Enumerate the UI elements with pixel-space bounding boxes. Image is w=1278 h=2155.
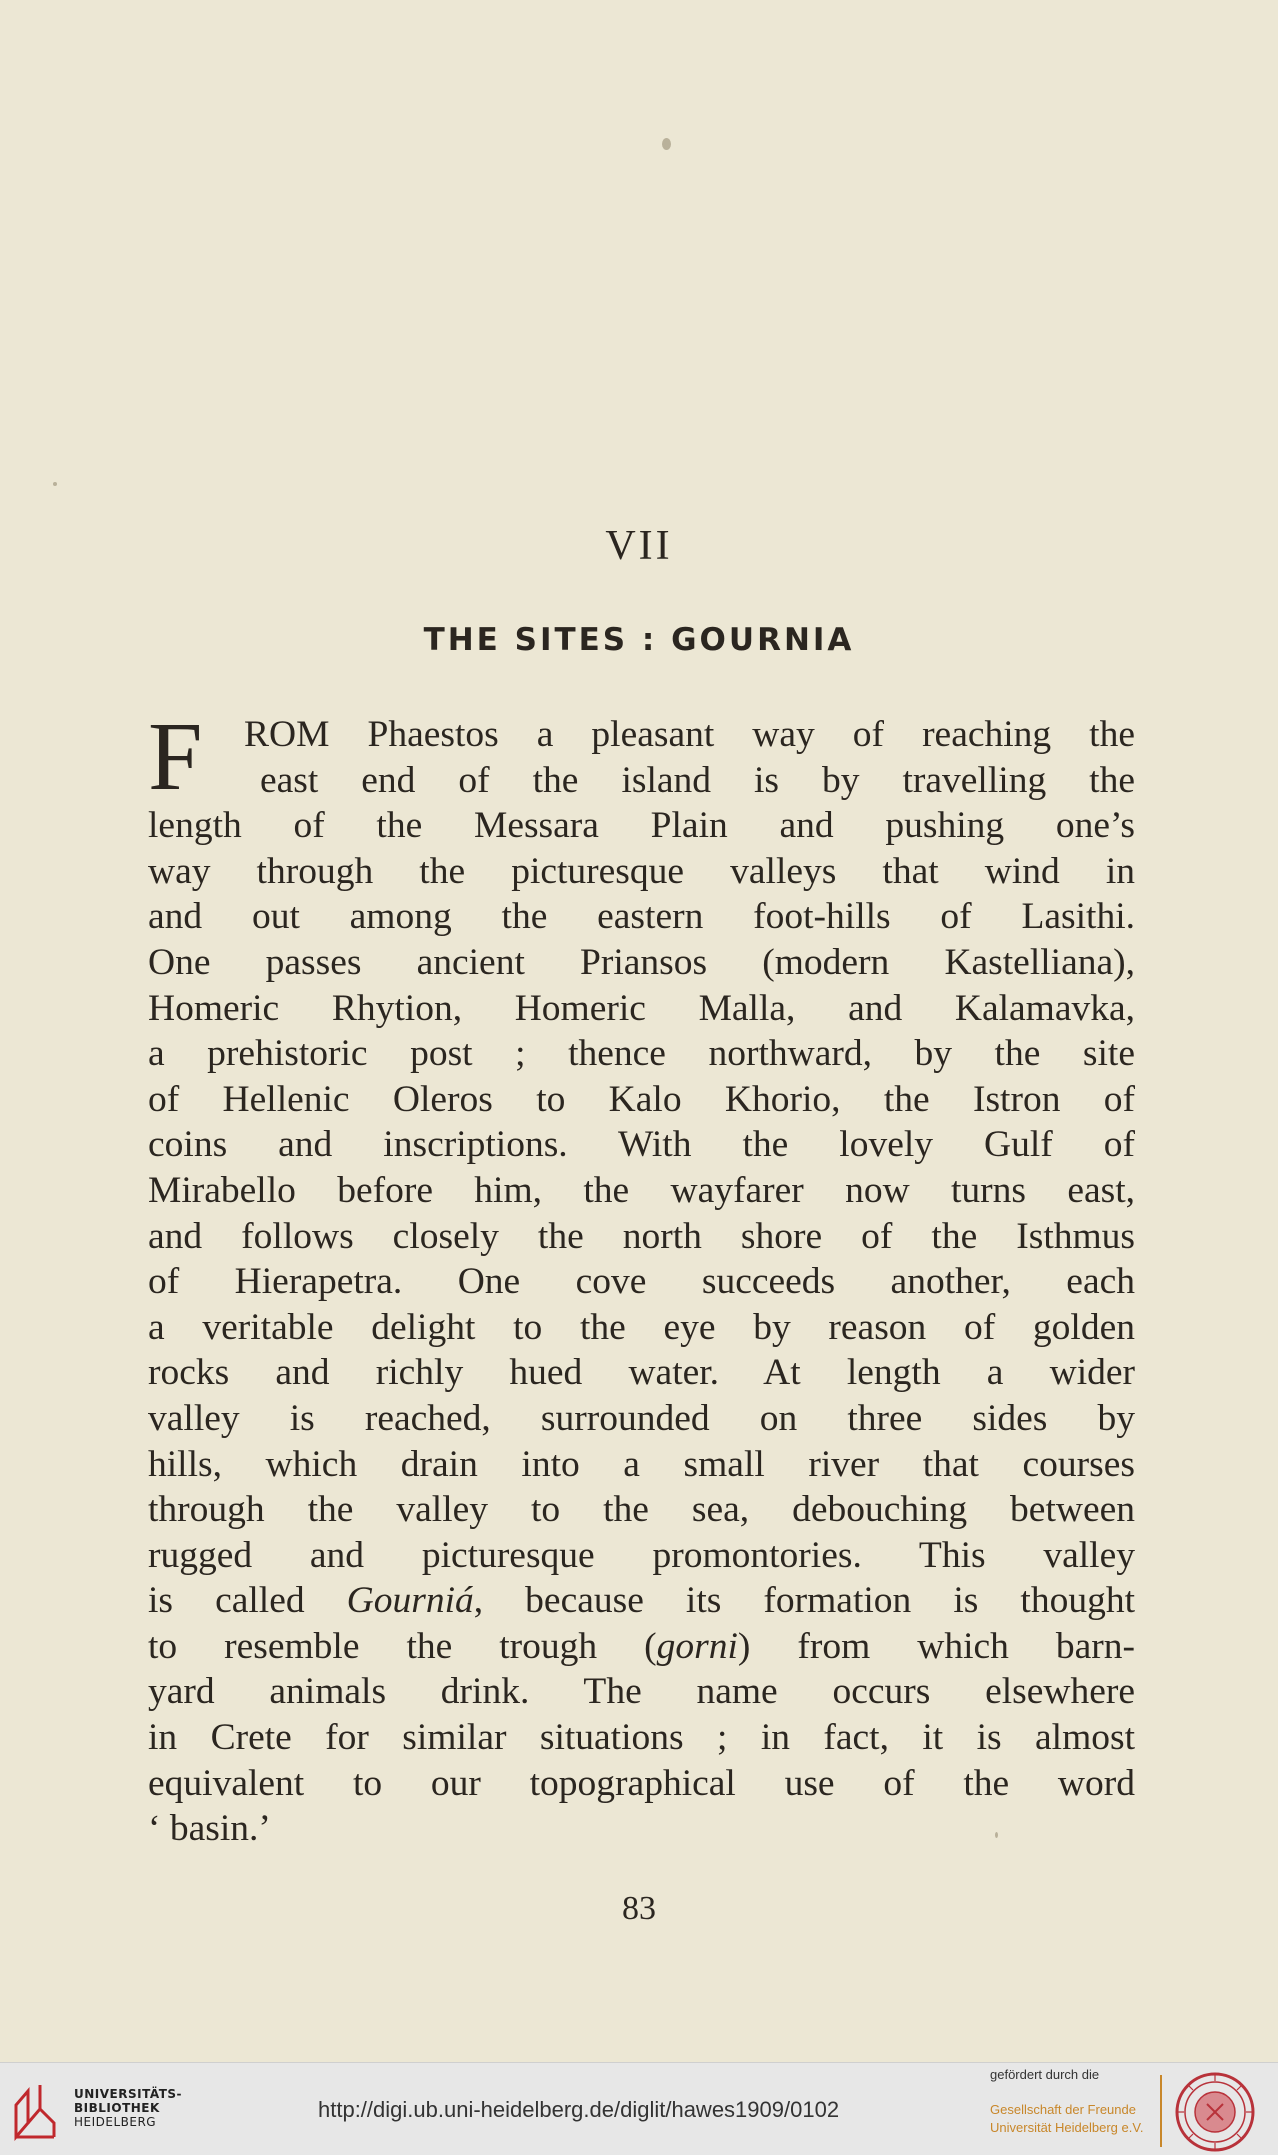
page-number: 83 (622, 1890, 656, 1927)
text-line: of Hierapetra. One cove succeeds another, each (148, 1261, 1135, 1303)
body-text (148, 703, 1135, 1852)
library-logo-icon[interactable] (10, 2079, 62, 2141)
sponsor-name[interactable] (990, 2101, 1143, 2137)
text-line: length of the Messara Plain and pushing one’s (148, 805, 1135, 847)
text-line: a prehistoric post ; thence northward, by the site (148, 1033, 1135, 1075)
text-line: ‘ basin.’ (148, 1808, 271, 1850)
library-name-line: BIBLIOTHEK (74, 2101, 160, 2115)
paper-speck (53, 482, 57, 486)
text-line: a veritable delight to the eye by reason of golden (148, 1306, 1135, 1348)
text-line: ROM Phaestos a pleasant way of reaching the (244, 714, 1135, 755)
text-line: way through the picturesque valleys that wind in (148, 850, 1135, 892)
text-segment: is called (148, 1580, 347, 1622)
text-segment: to resemble the trough ( (148, 1625, 657, 1667)
text-line: and out among the eastern foot-hills of Lasithi. (148, 896, 1135, 938)
sponsor-name-line: Gesellschaft der Freunde (990, 2102, 1136, 2117)
text-line: valley is reached, surrounded on three sides by (148, 1397, 1135, 1439)
drop-cap: F (148, 703, 203, 811)
italic-term-gournia: Gourniá (346, 1580, 474, 1622)
text-line: Mirabello before him, the wayfarer now turns east, (148, 1169, 1135, 1211)
text-line: hills, which drain into a small river that courses (148, 1443, 1135, 1485)
text-line: coins and inscriptions. With the lovely Gulf of (148, 1124, 1135, 1166)
text-line: yard animals drink. The name occurs elsewhere (148, 1671, 1135, 1713)
text-line: rugged and picturesque promontories. This valley (148, 1534, 1135, 1576)
text-line-gournia (148, 1578, 1135, 1624)
text-line-gorni (148, 1624, 1135, 1670)
sponsor-name-line: Universität Heidelberg e.V. (990, 2120, 1144, 2135)
italic-term-gorni: gorni (656, 1625, 738, 1667)
text-line: equivalent to our topographical use of the word (148, 1762, 1135, 1804)
chapter-number: VII (605, 523, 673, 569)
sponsor-divider (1160, 2075, 1162, 2147)
permalink-url[interactable]: http://digi.ub.uni-heidelberg.de/diglit/hawes1909/0102 (318, 2097, 840, 2122)
university-seal-icon (1174, 2071, 1256, 2153)
library-name-line: UNIVERSITÄTS- (74, 2087, 183, 2101)
library-name (74, 2087, 182, 2129)
text-line: One passes ancient Priansos (modern Kastelliana), (148, 941, 1135, 983)
digitization-footer (0, 2062, 1278, 2155)
sponsor-intro: gefördert durch die (990, 2067, 1100, 2082)
text-segment: ) from which barn- (737, 1625, 1135, 1667)
text-line: Homeric Rhytion, Homeric Malla, and Kalamavka, (148, 987, 1135, 1029)
chapter-title: THE SITES : GOURNIA (423, 622, 855, 658)
library-name-line: HEIDELBERG (74, 2115, 157, 2129)
text-segment: , because its formation is thought (473, 1580, 1135, 1622)
text-line: east end of the island is by travelling the (260, 759, 1135, 801)
text-line: in Crete for similar situations ; in fact, it is almost (148, 1717, 1135, 1759)
text-line: through the valley to the sea, debouching between (148, 1489, 1135, 1531)
text-line: of Hellenic Oleros to Kalo Khorio, the Istron of (148, 1078, 1135, 1120)
text-line: rocks and richly hued water. At length a wider (148, 1352, 1135, 1394)
text-line: and follows closely the north shore of the Isthmus (148, 1215, 1135, 1257)
paper-speck (662, 138, 671, 150)
